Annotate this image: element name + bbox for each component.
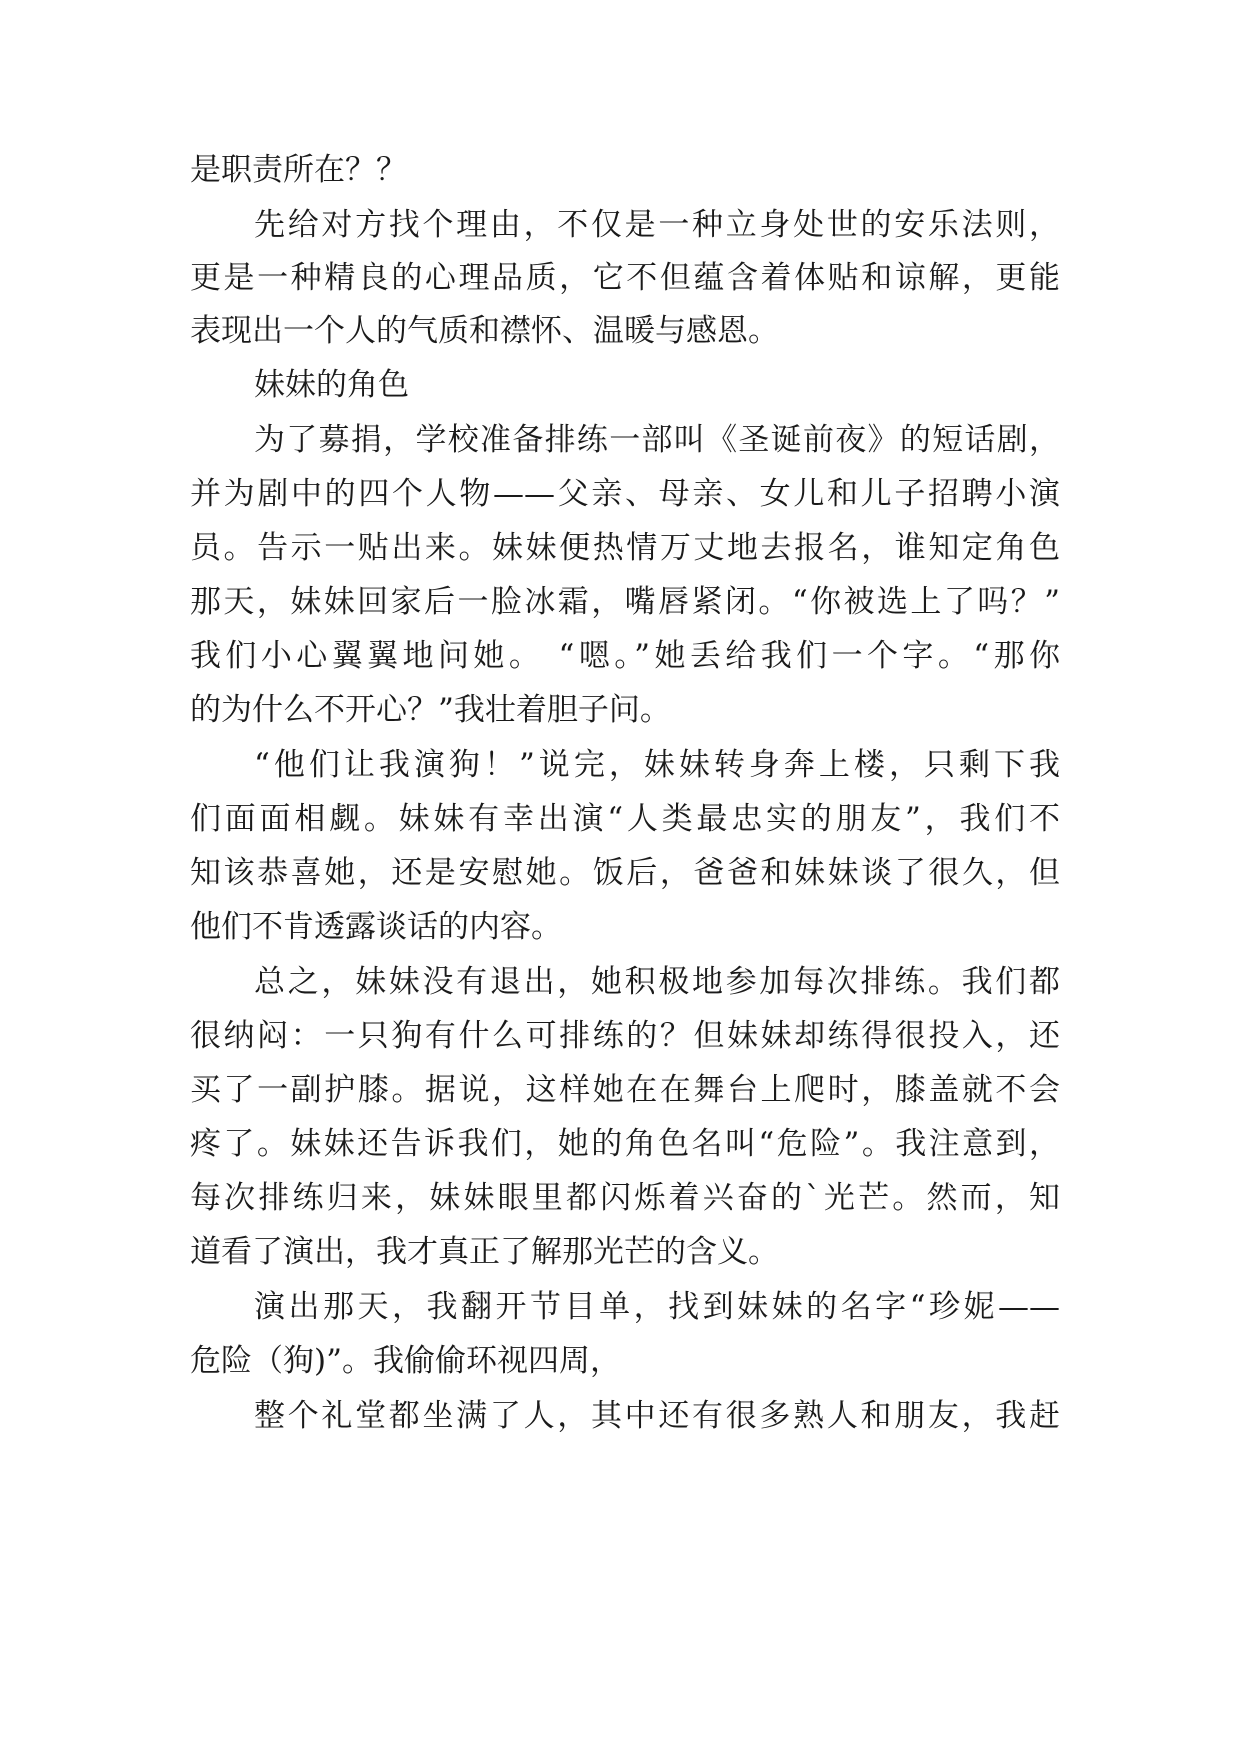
text-line-3: 更是一种精良的心理品质，它不但蕴含着体贴和谅解，更能	[190, 260, 1060, 296]
text-line-14: 知该恭喜她，还是安慰她。饭后，爸爸和妹妹谈了很久，但	[190, 855, 1060, 891]
text-line-20: 每次排练归来，妹妹眼里都闪烁着兴奋的`光芒。然而，知	[190, 1180, 1060, 1216]
text-line-7: 并为剧中的四个人物——父亲、母亲、女儿和儿子招聘小演	[190, 476, 1060, 512]
text-line-10: 我们小心翼翼地问她。 “嗯。”她丢给我们一个字。“那你	[190, 638, 1060, 674]
text-line-24: 整个礼堂都坐满了人，其中还有很多熟人和朋友，我赶	[254, 1398, 1060, 1434]
text-line-22: 演出那天，我翻开节目单，找到妹妹的名字“珍妮——	[254, 1289, 1060, 1325]
text-line-23: 危险（狗)”。我偷偷环视四周，	[190, 1343, 621, 1379]
text-line-4: 表现出一个人的气质和襟怀、温暖与感恩。	[190, 313, 779, 349]
section-heading: 妹妹的角色	[254, 367, 409, 403]
text-line-2: 先给对方找个理由，不仅是一种立身处世的安乐法则，	[254, 207, 1060, 243]
text-line-18: 买了一副护膝。据说，这样她在在舞台上爬时，膝盖就不会	[190, 1072, 1060, 1108]
text-line-17: 很纳闷：一只狗有什么可排练的？但妹妹却练得很投入，还	[190, 1018, 1060, 1054]
text-line-6: 为了募捐，学校准备排练一部叫《圣诞前夜》的短话剧，	[254, 422, 1060, 458]
text-line-11: 的为什么不开心？”我壮着胆子问。	[190, 692, 671, 728]
text-line-8: 员。告示一贴出来。妹妹便热情万丈地去报名，谁知定角色	[190, 530, 1060, 566]
text-line-16: 总之，妹妹没有退出，她积极地参加每次排练。我们都	[254, 964, 1060, 1000]
text-line-21: 道看了演出，我才真正了解那光芒的含义。	[190, 1234, 779, 1270]
text-line-19: 疼了。妹妹还告诉我们，她的角色名叫“危险”。我注意到，	[190, 1126, 1060, 1162]
text-line-9: 那天，妹妹回家后一脸冰霜，嘴唇紧闭。“你被选上了吗？”	[190, 584, 1060, 620]
text-line-15: 他们不肯透露谈话的内容。	[190, 909, 562, 945]
text-line-1: 是职责所在？？	[190, 152, 407, 188]
text-line-12: “他们让我演狗！”说完，妹妹转身奔上楼，只剩下我	[254, 747, 1060, 783]
text-line-13: 们面面相觑。妹妹有幸出演“人类最忠实的朋友”，我们不	[190, 801, 1060, 837]
